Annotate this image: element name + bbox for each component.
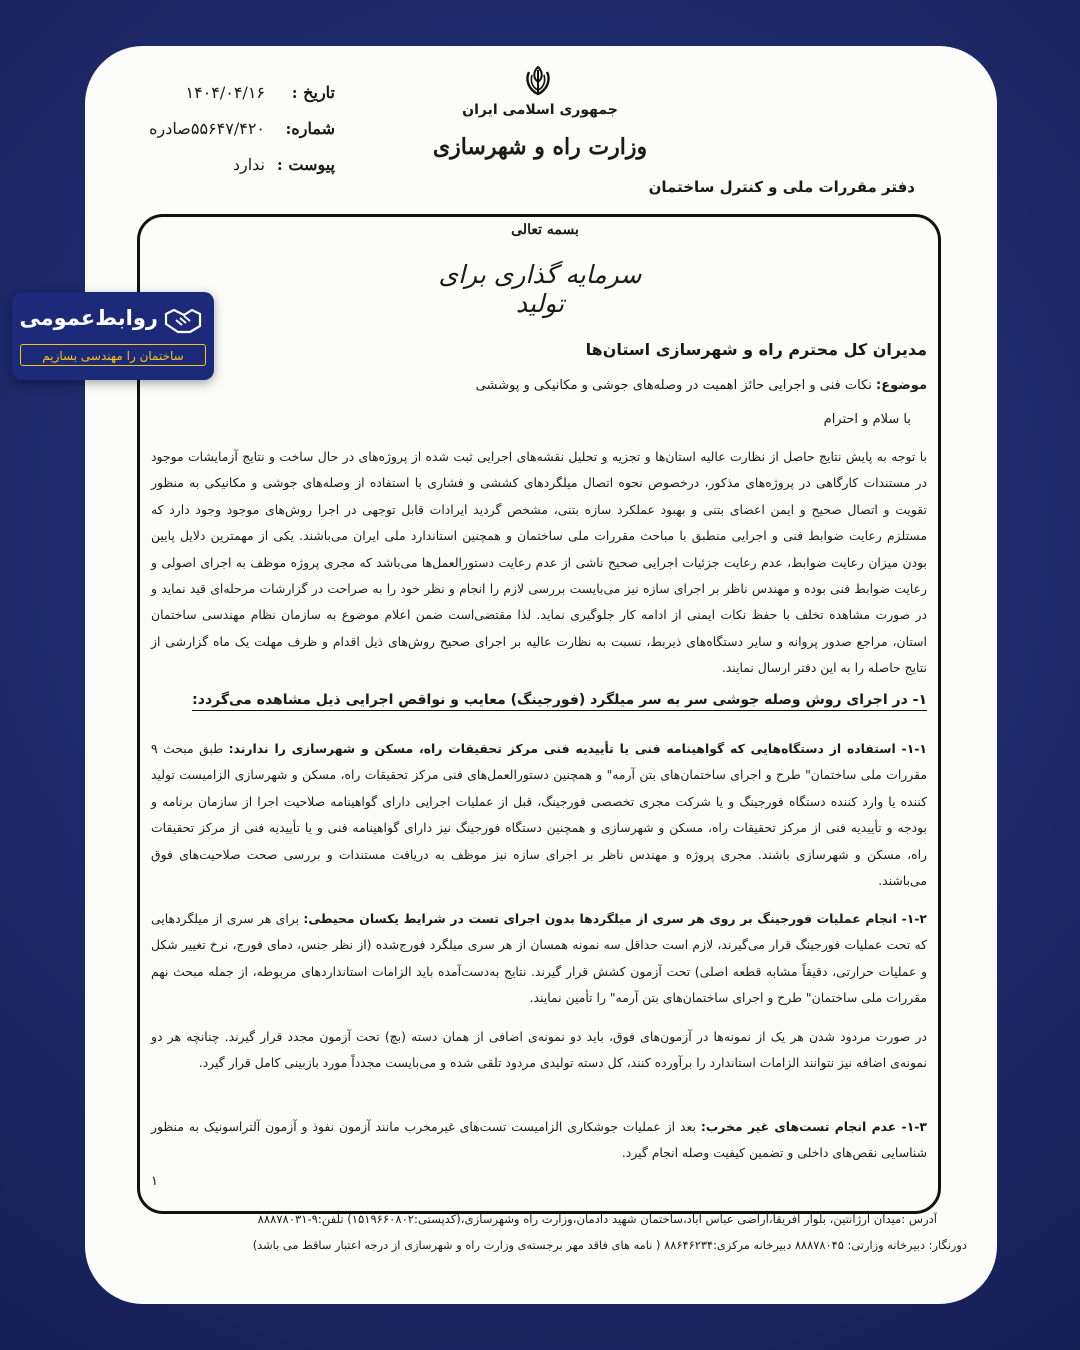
item-1-3 xyxy=(151,1114,927,1167)
date-label: تاریخ : xyxy=(291,82,335,102)
item-1-1-text: طبق مبحث ۹ مقررات ملی ساختمان" طرح و اجرای ساختمان‌های بتن آرمه" و همچنین دستورالعمل‌های فنی مرکز تحقیقات راه، مسکن و شهرسازی الزامیست تولید کننده یا وارد کننده دستگاه فورجینگ و یا شرکت مجری تخصصی فورجینگ، قبل از عملیات اجرایی دارای گواهینامه صلاحیت اجرا از سازمان برنامه و بودجه و تأییدیه فنی از مرکز تحقیقات راه، مسکن و شهرسازی و همچنین دستگاه فورجینگ نیز دارای گواهینامه فنی و یا تأییدیه فنی از مرکز تحقیقات راه، مسکن و شهرسازی باشند. مجری پروژه و مهندس ناظر بر اجرای سازه نیز موظف به دریافت مستندات و بررسی صحت صلاحیت‌های فوق می‌باشند. xyxy=(151,741,927,889)
public-relations-badge xyxy=(12,292,214,380)
subject-label: موضوع: xyxy=(876,378,927,393)
badge-title: روابط‌عمومی xyxy=(19,306,158,330)
greeting: با سلام و احترام xyxy=(823,412,911,427)
subject-text: نکات فنی و اجرایی حائز اهمیت در وصله‌های جوشی و مکانیکی و پوششی xyxy=(475,378,872,393)
intro-paragraph: با توجه به پایش نتایج حاصل از نظارت عالیه استان‌ها و تجزیه و تحلیل نقشه‌های اجرایی ثبت شده از پروژه‌های در حال ساخت و نتایج آزمایشات موجود در مستندات کارگاهی در پروژه‌های مذکور، درخصوص نحوه اتصال میلگردهای کششی و فشاری با استفاده از وصله‌های جوشی و مکانیکی به منظور تقویت و اتصال صحیح و ایمن اعضای بتنی و بهبود عملکرد سازه بتنی، مشخص گردید ایرادات قابل توجهی در اجرا روش‌های موجود وجود دارد که مستلزم رعایت ضوابط فنی و اجرایی منطبق با مباحث مقررات ملی ساختمان و همچنین استاندارد ملی ایران می‌باشند. یکی از مهمترین دلایل پایین بودن میزان رعایت ضوابط، عدم رعایت جزئیات اجرایی صحیح ناشی از عدم رعایت دستورالعمل‌ها می‌باشد که مجری پروژه موظف به اجرای اصولی و رعایت ضوابط فنی بوده و مهندس ناظر بر اجرای سازه نیز می‌بایست بررسی لازم را انجام و نظر خود را به صراحت در گزارشات مرحله‌ای قید نماید و در صورت مشاهده تخلف با حفظ نکات ایمنی از ادامه کار جلوگیری نماید. لذا مقتضی‌است ضمن اعلام موضوع به سازمان نظام مهندسی ساختمان استان، مراجع صدور پروانه و سایر دستگاه‌های ذیربط، نسبت به نظارت عالیه بر اجرای صحیح روش‌های ذیل اقدام و ظرف مهلت یک ماه گزارشی از نتایج حاصله را به این دفتر ارسال نمایند. xyxy=(151,449,927,676)
number-label: شماره: xyxy=(285,118,335,138)
handshake-icon xyxy=(164,306,202,336)
official-letter xyxy=(85,46,997,1304)
recipient: مدیران کل محترم راه و شهرسازی استان‌ها xyxy=(585,340,927,359)
ministry-title: وزارت راه و شهرسازی xyxy=(432,134,648,160)
item-1-2-extra: در صورت مردود شدن هر یک از نمونه‌ها در آزمون‌های فوق، باید دو نمونه‌ی اضافی از همان دسته (بچ) تحت آزمون مجدد قرار گیرند. چنانچه هر دو نمونه‌ی اضافه نیز نتوانند الزامات استاندارد را برآورده کنند، کل دسته تولیدی مردود تلقی شده و می‌بایست مجدداً مورد بازبینی کامل قرار گیرد. xyxy=(151,1029,927,1071)
date-row xyxy=(125,74,335,110)
attachment-label: پیوست : xyxy=(276,154,335,174)
number-row xyxy=(125,110,335,146)
attachment-value: ندارد xyxy=(232,154,265,174)
office-title: دفتر مقررات ملی و کنترل ساختمان xyxy=(648,178,915,196)
badge-subtitle: ساختمان را مهندسی بسازیم xyxy=(20,344,206,366)
item-1-1-title: ۱-۱- استفاده از دستگاه‌هایی که گواهینامه فنی یا تأییدیه فنی مرکز تحقیقات راه، مسکن و شهرسازی را ندارند: xyxy=(228,741,927,756)
attachment-row xyxy=(125,146,335,182)
iran-emblem-icon xyxy=(521,64,555,98)
item-1-3-title: ۱-۳- عدم انجام تست‌های غیر مخرب: xyxy=(700,1119,927,1134)
page-number: ۱ xyxy=(151,1174,158,1189)
letter-meta xyxy=(125,74,335,182)
item-1-2-title: ۱-۲- انجام عملیات فورجینگ بر روی هر سری از میلگردها بدون اجرای تست در شرایط یکسان محیطی: xyxy=(303,911,927,926)
item-1-1 xyxy=(151,736,927,894)
bismillah: بسمه تعالی xyxy=(511,222,579,238)
date-value: ۱۴۰۴/۰۴/۱۶ xyxy=(185,82,265,102)
letter-sheet xyxy=(85,46,997,1304)
item-1-3-text: بعد از عملیات جوشکاری الزامیست تست‌های غیرمخرب مانند آزمون نفوذ و آزمون آلتراسونیک به منظور شناسایی نقص‌های داخلی و تضمین کیفیت وصله انجام گیرد. xyxy=(151,1119,927,1161)
item-1-2-text: برای هر سری از میلگردهایی که تحت عملیات فورجینگ قرار می‌گیرند، لازم است حداقل سه نمونه همسان از هر سری میلگرد فورج‌شده (از نظر جنس، دمای فورج، نرخ تغییر شکل و عملیات حرارتی، دقیقاً مشابه قطعه اصلی) تحت آزمون کشش قرار گیرند. نتایج به‌دست‌آمده باید الزامات استانداردهای مربوطه، از جمله مبحث نهم مقررات ملی ساختمان" طرح و اجرای ساختمان‌های بتن آرمه" را تأمین نمایند. xyxy=(151,911,927,1006)
republic-title: جمهوری اسلامی ایران xyxy=(462,102,618,118)
item-1-2 xyxy=(151,906,927,1012)
footer-address: آدرس :میدان آرژانتین، بلوار آفریقا،اراضی عباس آباد،ساختمان شهید دادمان،وزارت راه وشهرسازی،(کدپستی:۱۵۱۹۶۶۰۸۰۲) تلفن:۹-۸۸۸۷۸۰۳۱ xyxy=(257,1212,937,1226)
subject-line xyxy=(476,378,927,393)
year-slogan: سرمایه گذاری برای تولید xyxy=(438,260,642,318)
number-value: ۵۵۶۴۷/۴۲۰صادره xyxy=(149,118,265,138)
section-1-heading: ۱- در اجرای روش وصله جوشی سر به سر میلگرد (فورجینگ) معایب و نواقص اجرایی ذیل مشاهده می‌گردد: xyxy=(192,692,927,711)
footer-fax: دورنگار: دبیرخانه وزارتی: ۸۸۸۷۸۰۴۵ دبیرخانه مرکزی:۸۸۶۴۶۲۳۴ ( نامه های فاقد مهر برجسته‌ی وزارت راه و شهرسازی از درجه اعتبار ساقط می باشد) xyxy=(252,1238,967,1252)
